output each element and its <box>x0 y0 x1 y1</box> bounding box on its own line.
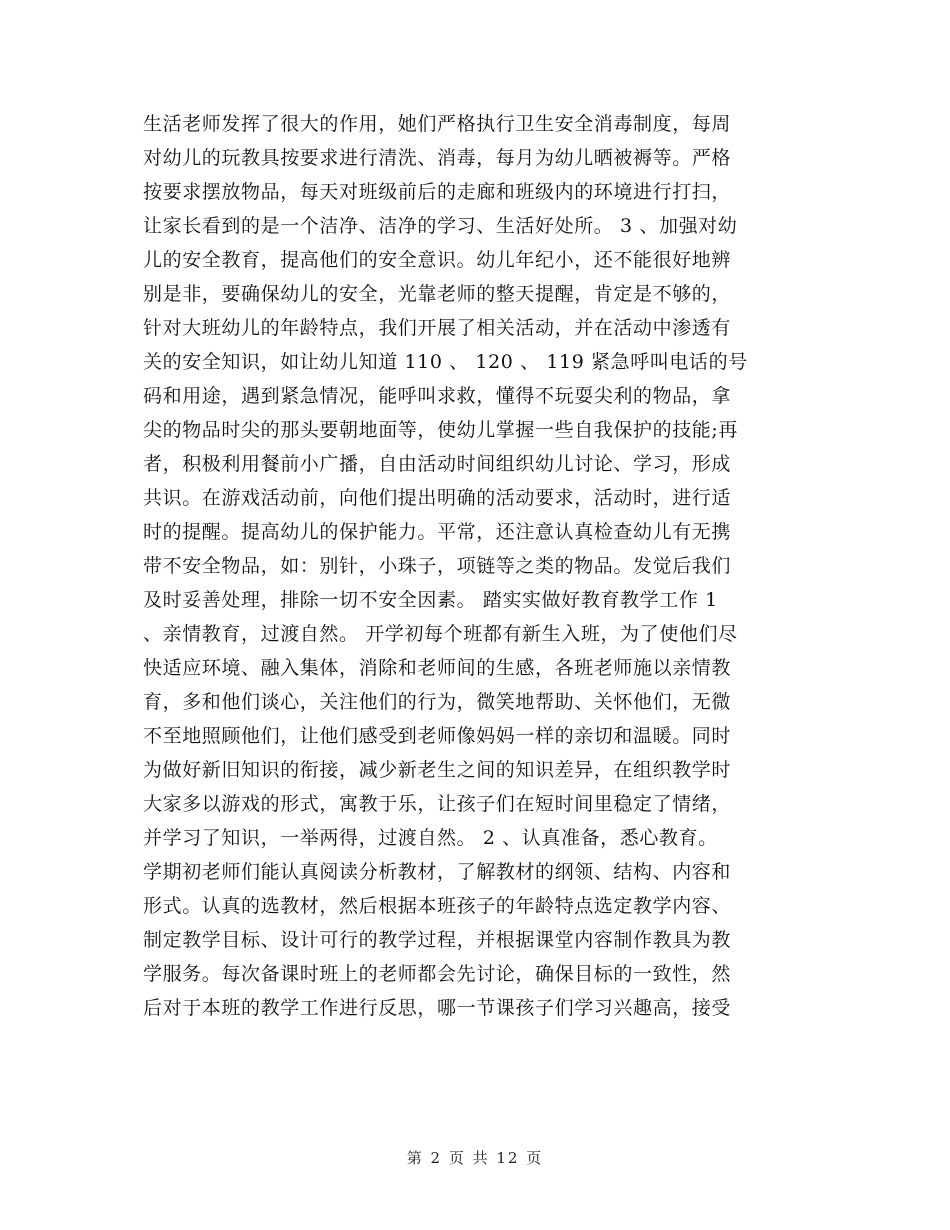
text-line: 大家多以游戏的形式，寓教于乐，让孩子们在短时间里稳定了情绪， <box>143 793 732 815</box>
text-line: 别是非，要确保幼儿的安全，光靠老师的整天提醒，肯定是不够的， <box>143 283 732 305</box>
text-line: 针对大班幼儿的年龄特点，我们开展了相关活动，并在活动中渗透有 <box>143 317 732 339</box>
text-line: 后对于本班的教学工作进行反思，哪一节课孩子们学习兴趣高，接受 <box>143 997 732 1019</box>
text-line: 共识。在游戏活动前，向他们提出明确的活动要求，活动时，进行适 <box>143 487 732 509</box>
text-line: 码和用途，遇到紧急情况，能呼叫求救，懂得不玩耍尖利的物品，拿 <box>143 385 732 407</box>
text-line: 不至地照顾他们，让他们感受到老师像妈妈一样的亲切和温暖。同时 <box>143 725 732 747</box>
text-line: 制定教学目标、设计可行的教学过程，并根据课堂内容制作教具为教 <box>143 929 732 951</box>
text-line: 带不安全物品，如：别针，小珠子，项链等之类的物品。发觉后我们 <box>143 555 732 577</box>
page-number-footer: 第 2 页 共 12 页 <box>406 1149 544 1167</box>
text-line: 、亲情教育，过渡自然。 开学初每个班都有新生入班，为了使他们尽 <box>143 623 738 645</box>
text-line: 育，多和他们谈心，关注他们的行为，微笑地帮助、关怀他们，无微 <box>143 691 732 713</box>
body-text <box>143 107 823 1025</box>
text-line: 时的提醒。提高幼儿的保护能力。平常，还注意认真检查幼儿有无携 <box>143 521 732 543</box>
text-line: 学期初老师们能认真阅读分析教材，了解教材的纲领、结构、内容和 <box>143 861 732 883</box>
text-line: 生活老师发挥了很大的作用，她们严格执行卫生安全消毒制度，每周 <box>143 113 732 135</box>
text-line: 关的安全知识，如让幼儿知道 110 、 120 、 119 紧急呼叫电话的号 <box>143 351 748 373</box>
text-line: 按要求摆放物品，每天对班级前后的走廊和班级内的环境进行打扫， <box>143 181 732 203</box>
text-line: 对幼儿的玩教具按要求进行清洗、消毒，每月为幼儿晒被褥等。严格 <box>143 147 732 169</box>
text-line: 学服务。每次备课时班上的老师都会先讨论，确保目标的一致性，然 <box>143 963 732 985</box>
text-line: 及时妥善处理，排除一切不安全因素。 踏实实做好教育教学工作 1 <box>143 589 718 611</box>
text-line: 形式。认真的选教材，然后根据本班孩子的年龄特点选定教学内容、 <box>143 895 732 917</box>
text-line: 并学习了知识，一举两得，过渡自然。 2 、认真准备，悉心教育。 <box>143 827 718 849</box>
text-line: 儿的安全教育，提高他们的安全意识。幼儿年纪小，还不能很好地辨 <box>143 249 732 271</box>
text-line: 尖的物品时尖的那头要朝地面等，使幼儿掌握一些自我保护的技能;再 <box>143 419 739 441</box>
text-line: 为做好新旧知识的衔接，减少新老生之间的知识差异，在组织教学时 <box>143 759 732 781</box>
text-line: 快适应环境、融入集体，消除和老师间的生感，各班老师施以亲情教 <box>143 657 732 679</box>
text-line: 让家长看到的是一个洁净、洁净的学习、生活好处所。 3 、加强对幼 <box>143 215 738 237</box>
text-line: 者，积极利用餐前小广播，自由活动时间组织幼儿讨论、学习，形成 <box>143 453 732 475</box>
